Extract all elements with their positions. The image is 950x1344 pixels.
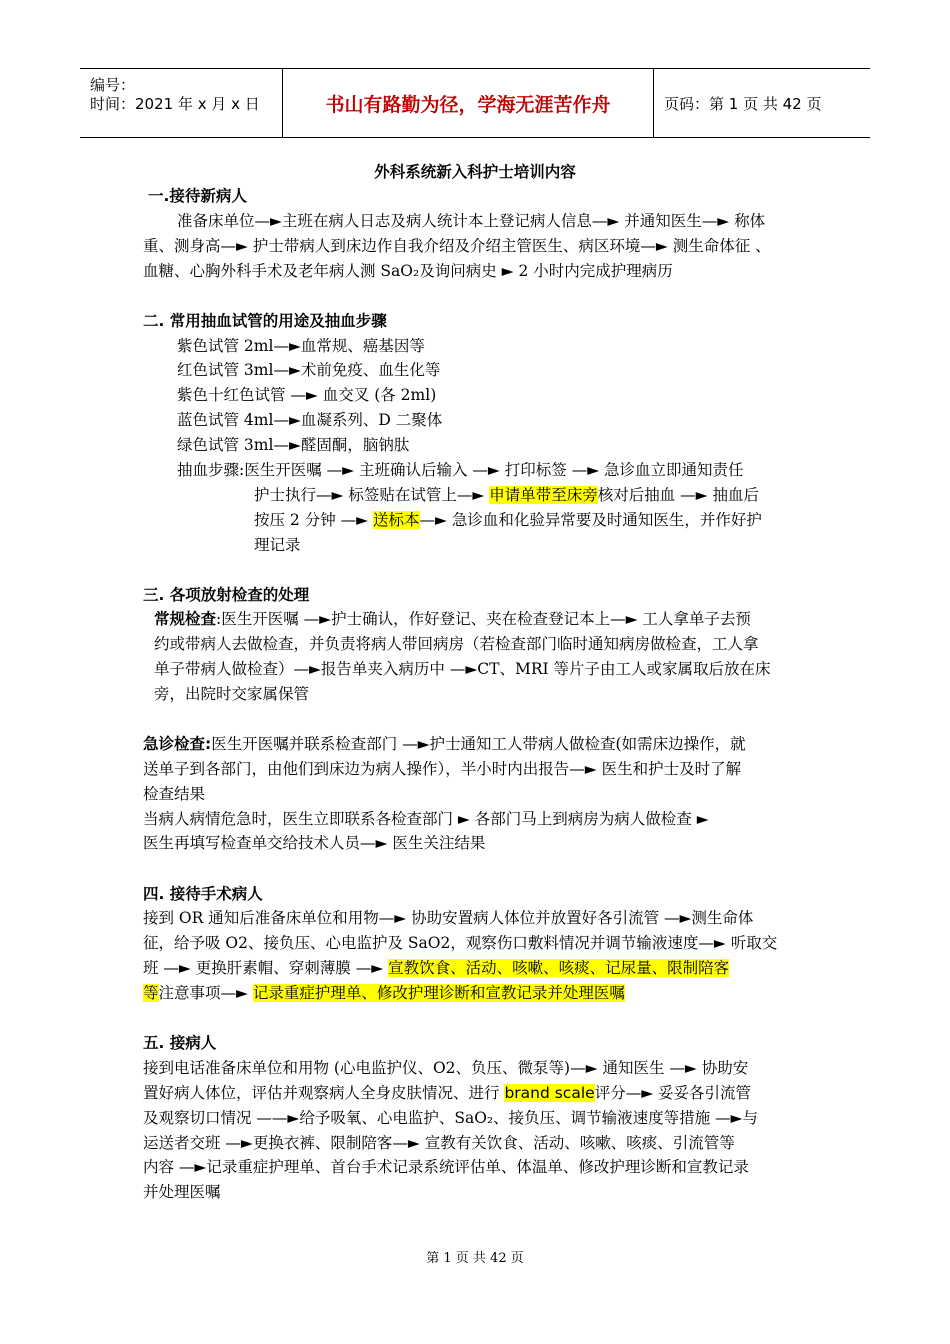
tube-item: 蓝色试管 4ml—►血凝系列、D 二聚体 <box>177 411 443 429</box>
paragraph-line: 并处理医嘱 <box>143 1183 221 1201</box>
header-motto-cell <box>283 69 654 137</box>
text-run: —► 急诊血和化验异常要及时通知医生，并作好护 <box>419 511 762 529</box>
paragraph-line: 旁，出院时交家属保管 <box>154 685 310 703</box>
highlight-education-items-end: 等 <box>143 984 159 1002</box>
paragraph-line: 准备床单位—►主班在病人日志及病人统计本上登记病人信息—► 并通知医生—► 称体 <box>177 212 766 230</box>
paragraph-line: 接到 OR 通知后准备床单位和用物—► 协助安置病人体位并放置好各引流管 —►测生命体 <box>143 909 754 927</box>
paragraph-line <box>154 608 751 630</box>
tube-item: 红色试管 3ml—►术前免疫、血生化等 <box>177 361 441 379</box>
highlight-education-items: 宣教饮食、活动、咳嗽、咳痰、记尿量、限制陪客 <box>388 959 730 977</box>
highlight-brand-scale: brand scale <box>504 1084 595 1102</box>
paragraph-line <box>143 1082 751 1104</box>
highlight-record-orders: 记录重症护理单、修改护理诊断和宣教记录并处理医嘱 <box>252 984 625 1002</box>
paragraph-line: 接到电话准备床单位和用物 (心电监护仪、O2、负压、微泵等)—► 通知医生 —► 协助安 <box>143 1059 749 1077</box>
tube-item: 紫色试管 2ml—►血常规、癌基因等 <box>177 337 425 355</box>
paragraph-line: 血糖、心胸外科手术及老年病人测 SaO₂及询问病史 ► 2 小时内完成护理病历 <box>143 262 673 280</box>
header-info-cell <box>80 69 283 137</box>
page-footer: 第 1 页 共 42 页 <box>426 1251 524 1266</box>
highlight-request-form: 申请单带至床旁 <box>489 486 598 504</box>
paragraph-line: 当病人病情危急时，医生立即联系各检查部门 ► 各部门马上到病房为病人做检查 ► <box>143 810 709 828</box>
blood-steps-line <box>254 484 759 506</box>
header-page-cell <box>654 69 870 137</box>
routine-exam-label: 常规检查 <box>154 610 217 628</box>
paragraph-line: 及观察切口情况 ——►给予吸氧、心电监护、SaO₂、接负压、调节输液速度等措施 —►与 <box>143 1109 758 1127</box>
paragraph-line: 内容 —►记录重症护理单、首台手术记录系统评估单、体温单、修改护理诊断和宣教记录 <box>143 1158 749 1176</box>
text-run: 护士执行—► 标签贴在试管上—► <box>254 486 490 504</box>
text-run: 医生开医嘱并联系检查部门 —►护士通知工人带病人做检查(如需床边操作，就 <box>211 735 746 753</box>
text-run: :医生开医嘱 —►护士确认，作好登记、夹在检查登记本上—► 工人拿单子去预 <box>216 610 751 628</box>
text-run: 按压 2 分钟 —► <box>254 511 373 529</box>
header-date: 时间：2021 年 x 月 x 日 <box>90 95 260 113</box>
text-run: 评分—► 妥妥各引流管 <box>594 1084 752 1102</box>
text-run: 置好病人体位，评估并观察病人全身皮肤情况、进行 <box>143 1084 505 1102</box>
paragraph-line: 征，给予吸 O2、接负压、心电监护及 SaO2，观察伤口敷料情况并调节输液速度—► 听取交 <box>143 934 778 952</box>
highlight-send-specimen: 送标本 <box>373 511 420 529</box>
paragraph-line: 约或带病人去做检查，并负责将病人带回病房（若检查部门临时通知病房做检查，工人拿 <box>154 635 759 653</box>
emergency-exam-label: 急诊检查: <box>143 735 212 753</box>
section-1-heading: 一.接待新病人 <box>148 187 247 205</box>
blood-steps-line <box>254 509 762 531</box>
paragraph-line <box>143 957 729 979</box>
section-2-heading: 二. 常用抽血试管的用途及抽血步骤 <box>143 312 387 330</box>
tube-item: 紫色十红色试管 —► 血交叉 (各 2ml) <box>177 386 437 404</box>
header-motto: 书山有路勤为径，学海无涯苦作舟 <box>325 94 611 116</box>
text-run: 注意事项—► <box>158 984 253 1002</box>
paragraph-line: 送单子到各部门，由他们到床边为病人操作），半小时内出报告—► 医生和护士及时了解 <box>143 760 742 778</box>
paragraph-line <box>143 982 625 1004</box>
text-run: 班 —► 更换肝素帽、穿刺薄膜 —► <box>143 959 389 977</box>
document-title: 外科系统新入科护士培训内容 <box>374 162 576 181</box>
document-header <box>80 68 870 138</box>
paragraph-line: 运送者交班 —►更换衣裤、限制陪客—► 宣教有关饮食、活动、咳嗽、咳痰、引流管等 <box>143 1134 735 1152</box>
section-4-heading: 四. 接待手术病人 <box>143 885 263 903</box>
section-3-heading: 三. 各项放射检查的处理 <box>143 586 310 604</box>
paragraph-line <box>143 733 746 755</box>
paragraph-line: 医生再填写检查单交给技术人员—► 医生关注结果 <box>143 834 486 852</box>
header-page-number: 页码：第 1 页 共 42 页 <box>664 95 822 113</box>
paragraph-line: 重、测身高—► 护士带病人到床边作自我介绍及介绍主管医生、病区环境—► 测生命体征 、 <box>143 237 771 255</box>
text-run: 核对后抽血 —► 抽血后 <box>597 486 759 504</box>
paragraph-line: 检查结果 <box>143 785 206 803</box>
header-number-label: 编号： <box>90 76 136 94</box>
paragraph-line: 单子带病人做检查）—►报告单夹入病历中 —►CT、MRI 等片子由工人或家属取后放在床 <box>154 660 771 678</box>
section-5-heading: 五. 接病人 <box>143 1034 217 1052</box>
blood-steps-line: 抽血步骤:医生开医嘱 —► 主班确认后输入 —► 打印标签 —► 急诊血立即通知责任 <box>177 461 744 479</box>
blood-steps-line: 理记录 <box>254 536 301 554</box>
tube-item: 绿色试管 3ml—►醛固酮，脑钠肽 <box>177 436 410 454</box>
